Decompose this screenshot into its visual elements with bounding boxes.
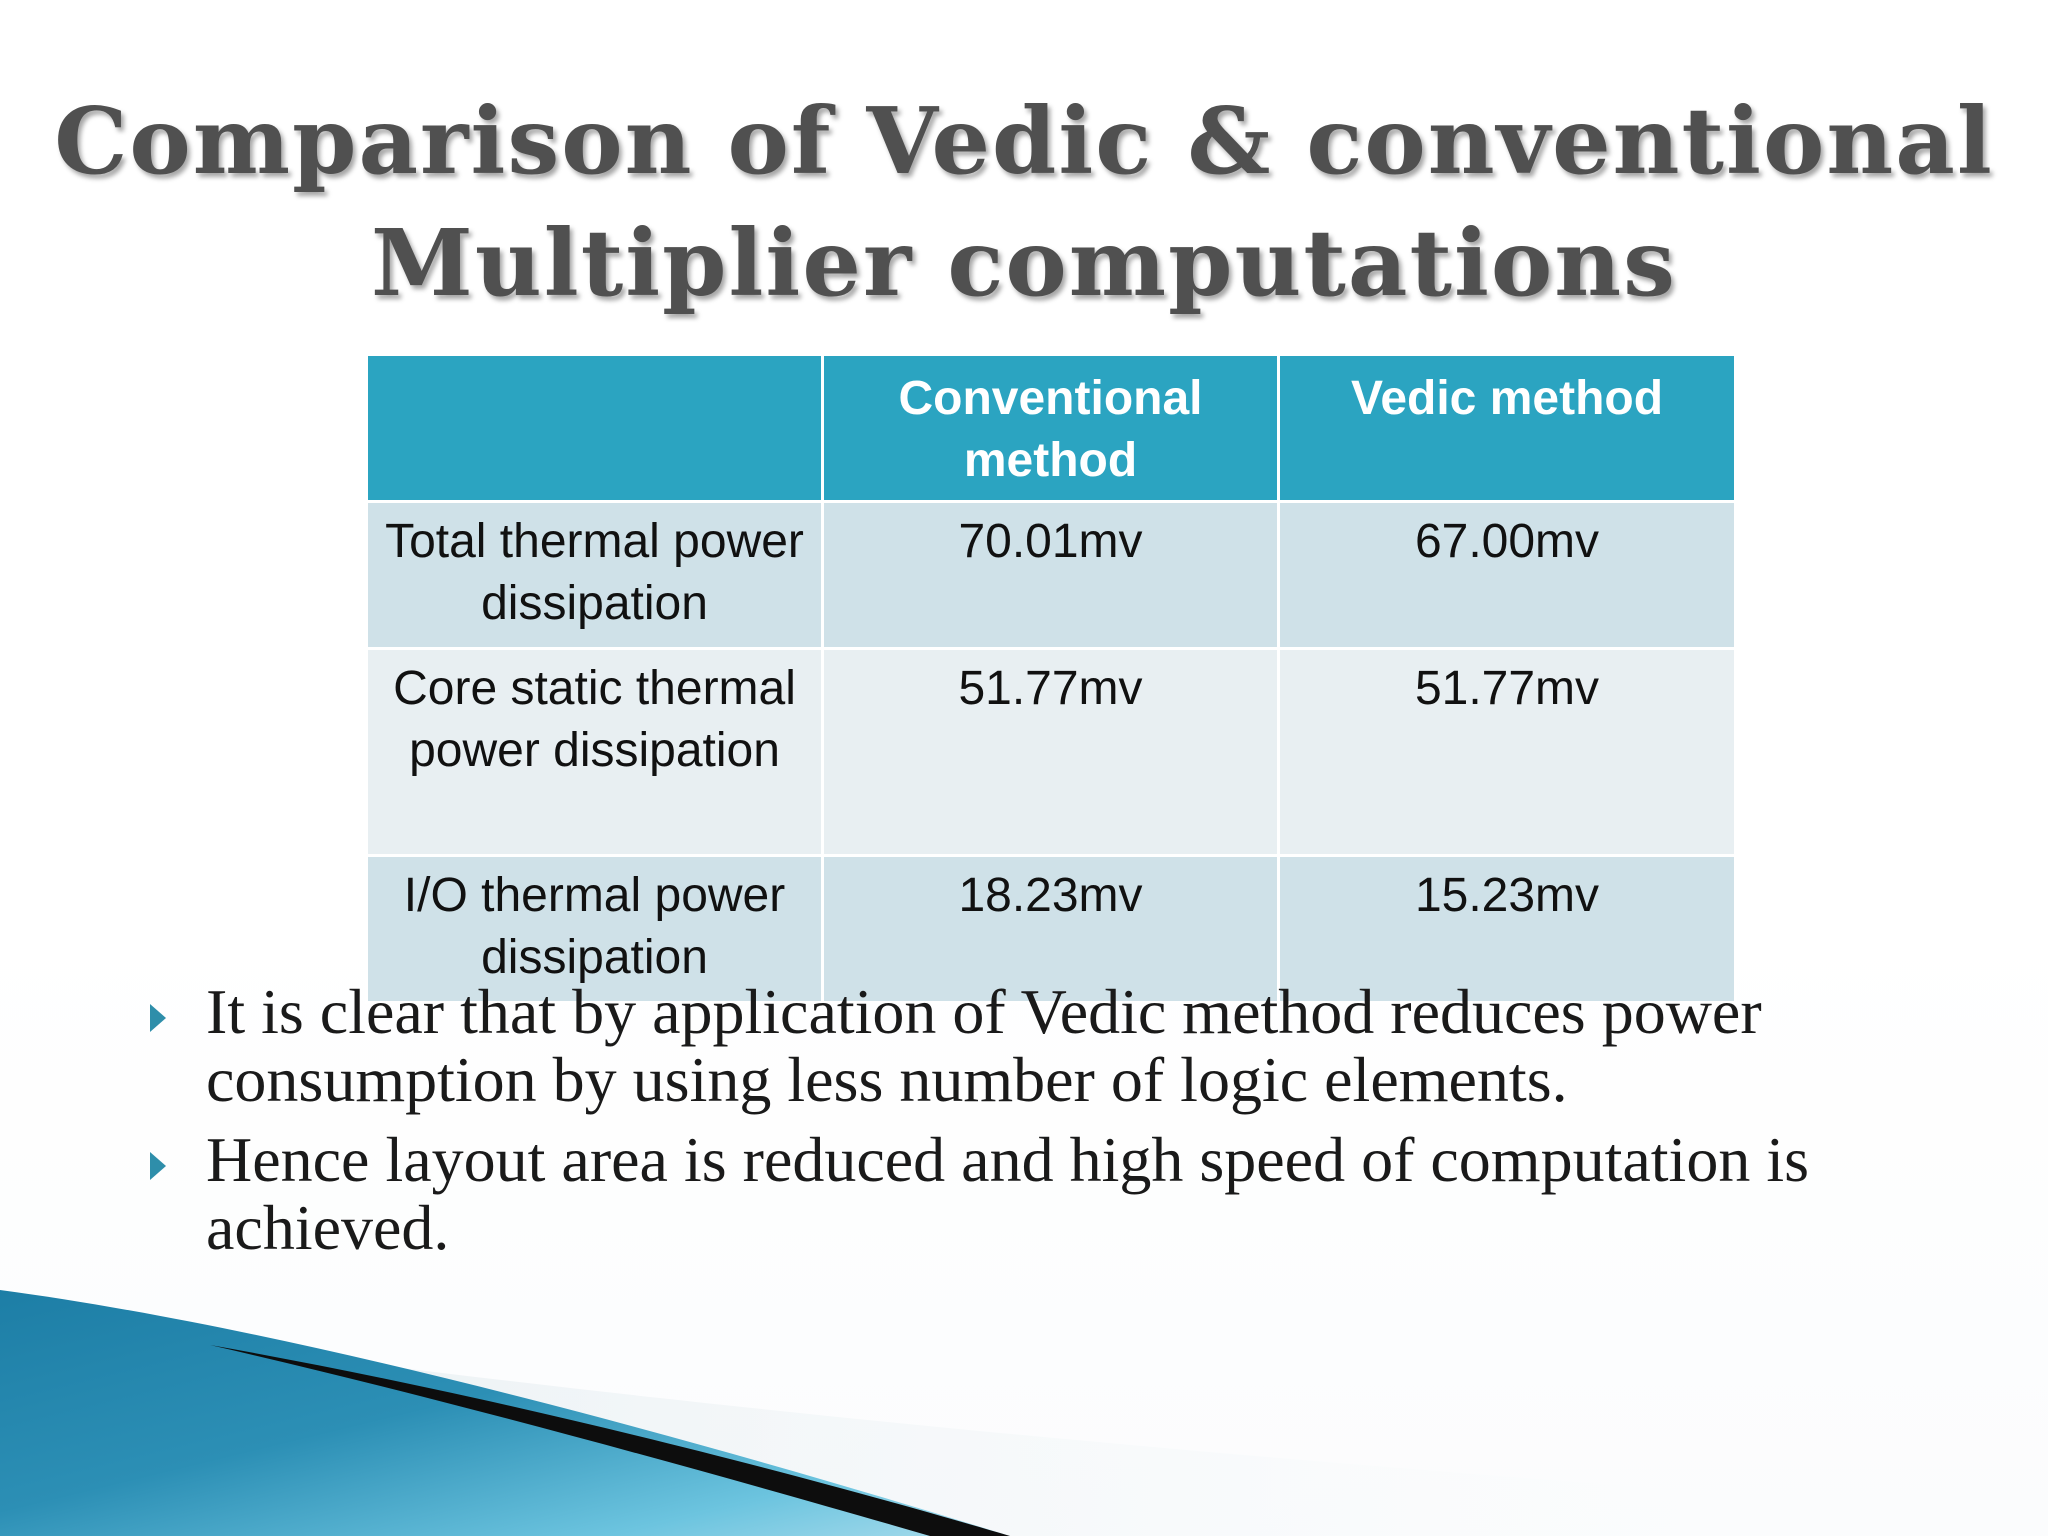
- table-header-conventional: Conventional method: [823, 355, 1279, 502]
- table-header-row: [367, 355, 1736, 502]
- slide-title-line-1: Comparison of Vedic & conventional: [54, 87, 1994, 195]
- bullet-text: Hence layout area is reduced and high speed of computation is achieved.: [206, 1124, 1809, 1263]
- comparison-table: [365, 353, 1737, 1004]
- triangle-right-icon: [150, 1152, 166, 1180]
- conventional-value: 18.23mv: [823, 856, 1279, 1003]
- conventional-value: 70.01mv: [823, 502, 1279, 649]
- row-label: Core static thermal power dissipation: [367, 649, 823, 856]
- list-item: [150, 978, 1990, 1114]
- vedic-value: 15.23mv: [1279, 856, 1736, 1003]
- bullet-list: [150, 978, 1990, 1274]
- slide-title: [0, 80, 2048, 324]
- row-label: Total thermal power dissipation: [367, 502, 823, 649]
- vedic-value: 51.77mv: [1279, 649, 1736, 856]
- table-row: [367, 649, 1736, 856]
- vedic-value: 67.00mv: [1279, 502, 1736, 649]
- table-row: [367, 502, 1736, 649]
- table-header-empty: [367, 355, 823, 502]
- slide-title-line-2: Multiplier computations: [371, 209, 1677, 317]
- bullet-text: It is clear that by application of Vedic method reduces power consumption by using less number of logic elements.: [206, 976, 1762, 1115]
- list-item: [150, 1126, 1990, 1262]
- conventional-value: 51.77mv: [823, 649, 1279, 856]
- decorative-swoosh: [0, 1290, 2048, 1536]
- row-label: I/O thermal power dissipation: [367, 856, 823, 1003]
- table-header-vedic: Vedic method: [1279, 355, 1736, 502]
- triangle-right-icon: [150, 1004, 166, 1032]
